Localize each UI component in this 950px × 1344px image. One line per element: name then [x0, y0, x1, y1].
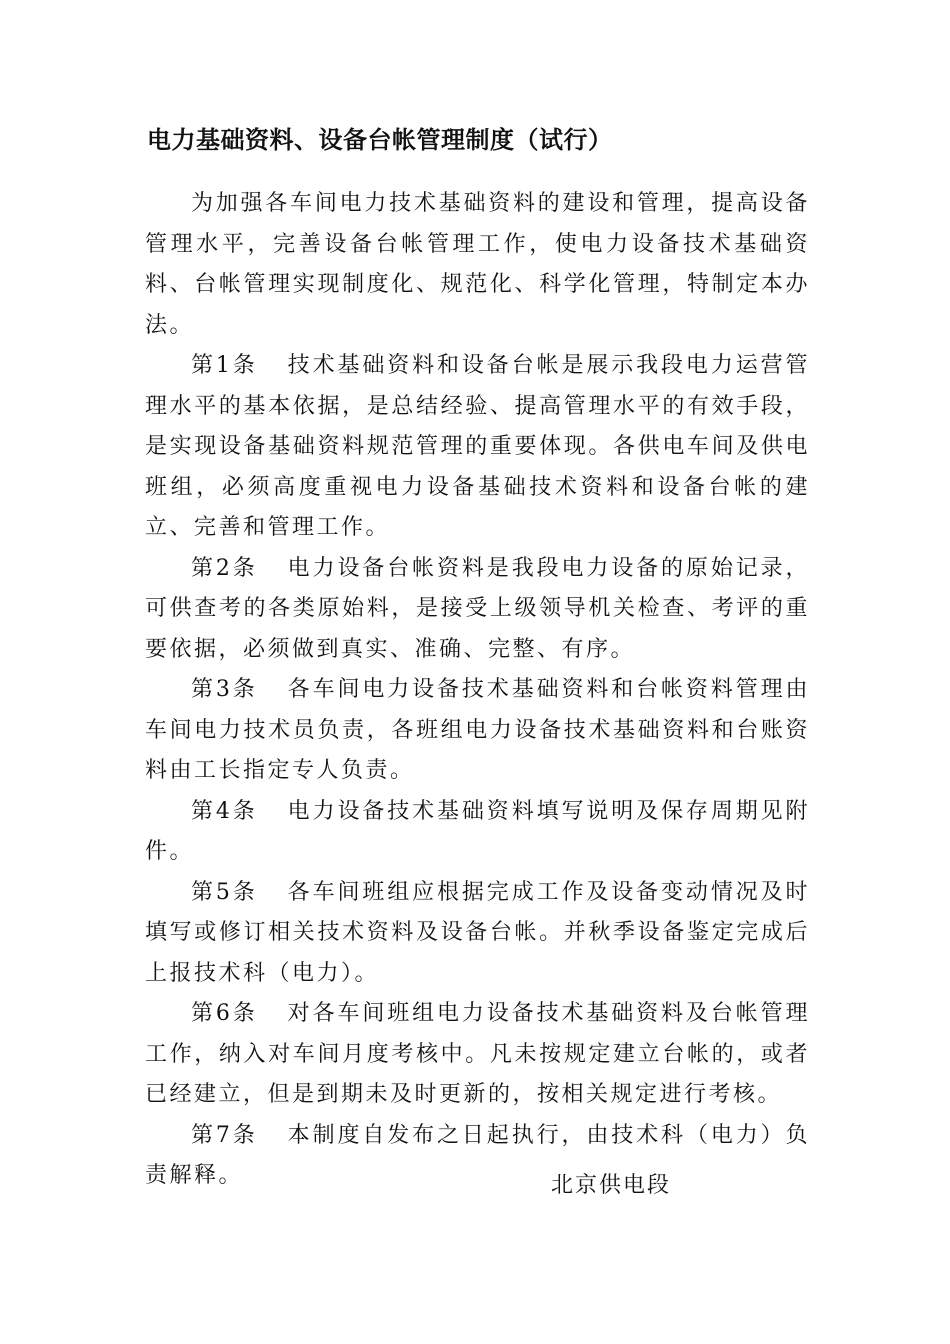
document-body: [145, 184, 810, 1197]
article-text: 对各车间班组电力设备技术基础资料及台帐管理工作，纳入对车间月度考核中。凡未按规定建立台帐的，或者已经建立，但是到期未及时更新的，按相关规定进行考核。: [145, 1001, 810, 1107]
article-6: [145, 994, 810, 1116]
article-7: [145, 1116, 810, 1197]
article-number: 第2条: [191, 555, 258, 581]
article-1: [145, 346, 810, 549]
article-4: [145, 792, 810, 873]
article-text: 本制度自发布之日起执行，由技术科（电力）负责解释。: [145, 1122, 810, 1188]
article-5: [145, 873, 810, 995]
article-number: 第4条: [191, 798, 258, 824]
intro-paragraph: 为加强各车间电力技术基础资料的建设和管理，提高设备管理水平，完善设备台帐管理工作，使电力设备技术基础资料、台帐管理实现制度化、规范化、科学化管理，特制定本办法。: [145, 191, 810, 338]
article-text: 各车间班组应根据完成工作及设备变动情况及时填写或修订相关技术资料及设备台帐。并秋季设备鉴定完成后上报技术科（电力）。: [145, 879, 810, 986]
document-title: 电力基础资料、设备台帐管理制度（试行）: [147, 126, 613, 154]
article-number: 第3条: [191, 677, 258, 702]
article-3: [145, 670, 810, 792]
issuer-signature: 北京供电段: [551, 1173, 672, 1198]
article-text: 电力设备台帐资料是我段电力设备的原始记录，可供查考的各类原始料，是接受上级领导机关检查、考评的重要依据，必须做到真实、准确、完整、有序。: [145, 555, 810, 662]
article-text: 电力设备技术基础资料填写说明及保存周期见附件。: [145, 798, 810, 864]
article-2: [145, 549, 810, 671]
article-text: 各车间电力设备技术基础资料和台帐资料管理由车间电力技术员负责，各班组电力设备技术基础资料和台账资料由工长指定专人负责。: [145, 677, 810, 783]
article-number: 第5条: [191, 879, 258, 905]
article-number: 第6条: [191, 1001, 258, 1026]
article-number: 第7条: [191, 1122, 258, 1148]
article-text: 技术基础资料和设备台帐是展示我段电力运营管理水平的基本依据，是总结经验、提高管理水平的有效手段，是实现设备基础资料规范管理的重要体现。各供电车间及供电班组，必须高度重视电力设备基础技术资料和设备台帐的建立、完善和管理工作。: [145, 353, 810, 540]
article-number: 第1条: [191, 353, 258, 378]
